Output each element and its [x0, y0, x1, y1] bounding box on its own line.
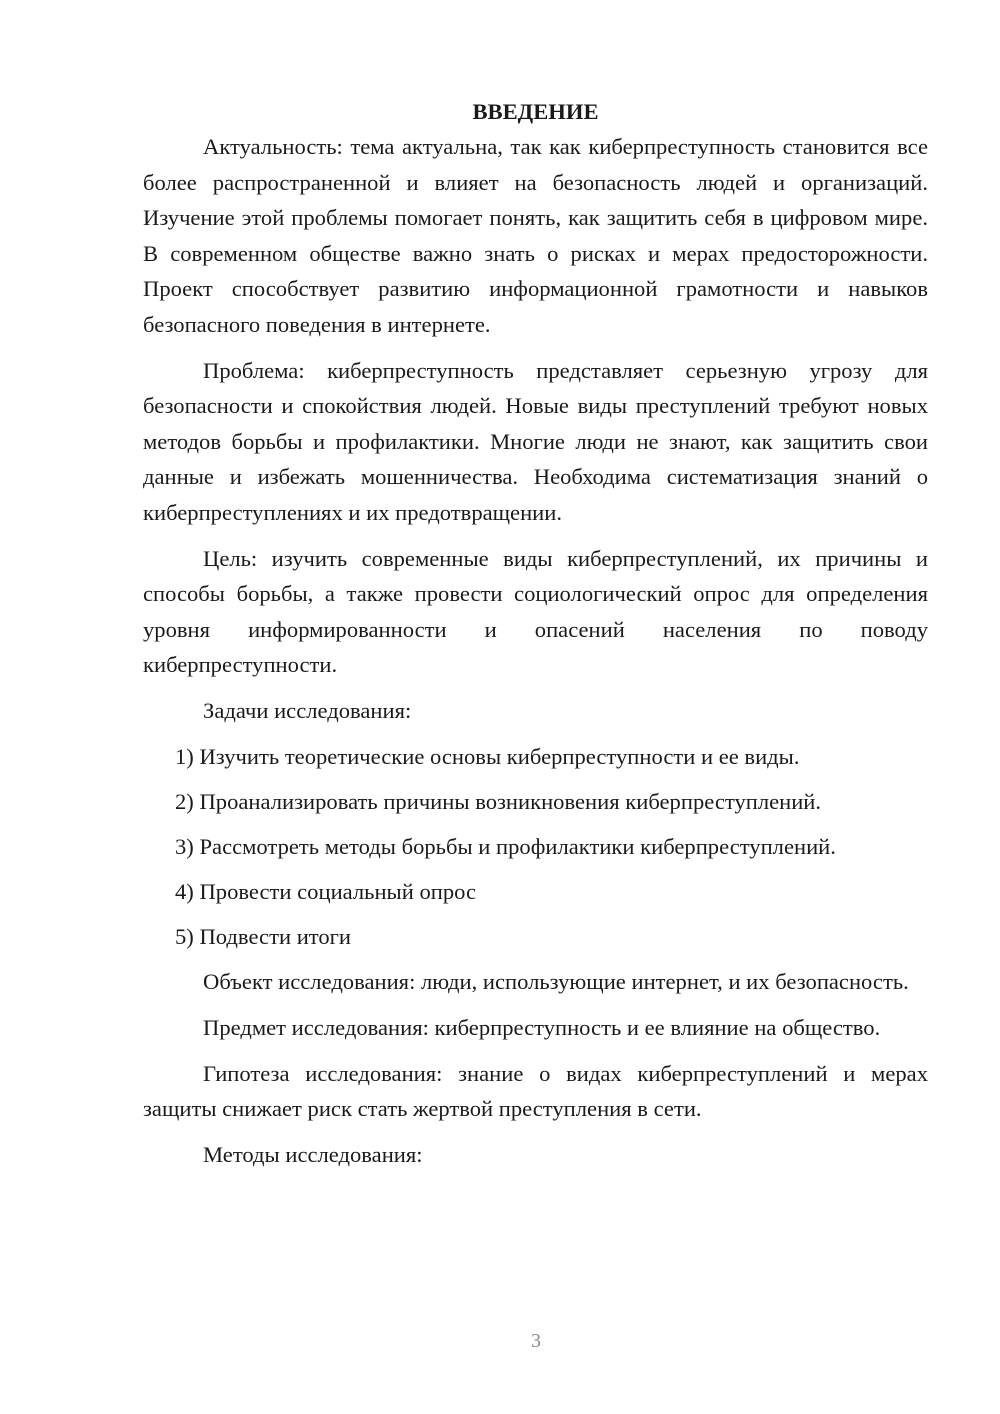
list-item: 2) Проанализировать причины возникновения киберпреступлений.	[175, 788, 822, 814]
list-item: 3) Рассмотреть методы борьбы и профилактики киберпреступлений.	[175, 833, 836, 859]
subject-paragraph: Предмет исследования: киберпреступность и ее влияние на общество.	[203, 1015, 881, 1041]
tasks-heading: Задачи исследования:	[203, 697, 412, 723]
list-item: 1) Изучить теоретические основы киберпреступности и ее виды.	[175, 743, 800, 769]
page-content	[143, 94, 928, 1182]
hypothesis-paragraph: Гипотеза исследования: знание о видах киберпреступлений и мерах защиты снижает риск стать жертвой преступления в сети.	[143, 1060, 928, 1122]
list-item: 5) Подвести итоги	[175, 924, 352, 950]
relevance-paragraph: Актуальность: тема актуальна, так как киберпреступность становится все более распространенной и влияет на безопасность людей и организаций. Изучение этой проблемы помогает понять, как защитить себя в цифровом мире. В современном обществе важно знать о рисках и мерах предосторожности. Проект способствует развитию информационной грамотности и навыков безопасного поведения в интернете.	[143, 134, 928, 337]
goal-paragraph: Цель: изучить современные виды киберпреступлений, их причины и способы борьбы, а также провести социологический опрос для определения уровня информированности и опасений населения по поводу киберпреступности.	[143, 545, 928, 678]
problem-paragraph: Проблема: киберпреступность представляет серьезную угрозу для безопасности и спокойствия людей. Новые виды преступлений требуют новых методов борьбы и профилактики. Многие люди не знают, как защитить свои данные и избежать мошенничества. Необходима систематизация знаний о киберпреступлениях и их предотвращении.	[143, 357, 928, 525]
methods-heading: Методы исследования:	[203, 1141, 423, 1167]
page-number: 3	[531, 1330, 541, 1352]
tasks-list	[143, 739, 928, 955]
section-heading: ВВЕДЕНИЕ	[472, 99, 599, 124]
object-paragraph: Объект исследования: люди, использующие интернет, и их безопасность.	[203, 969, 909, 995]
list-item: 4) Провести социальный опрос	[175, 879, 477, 905]
